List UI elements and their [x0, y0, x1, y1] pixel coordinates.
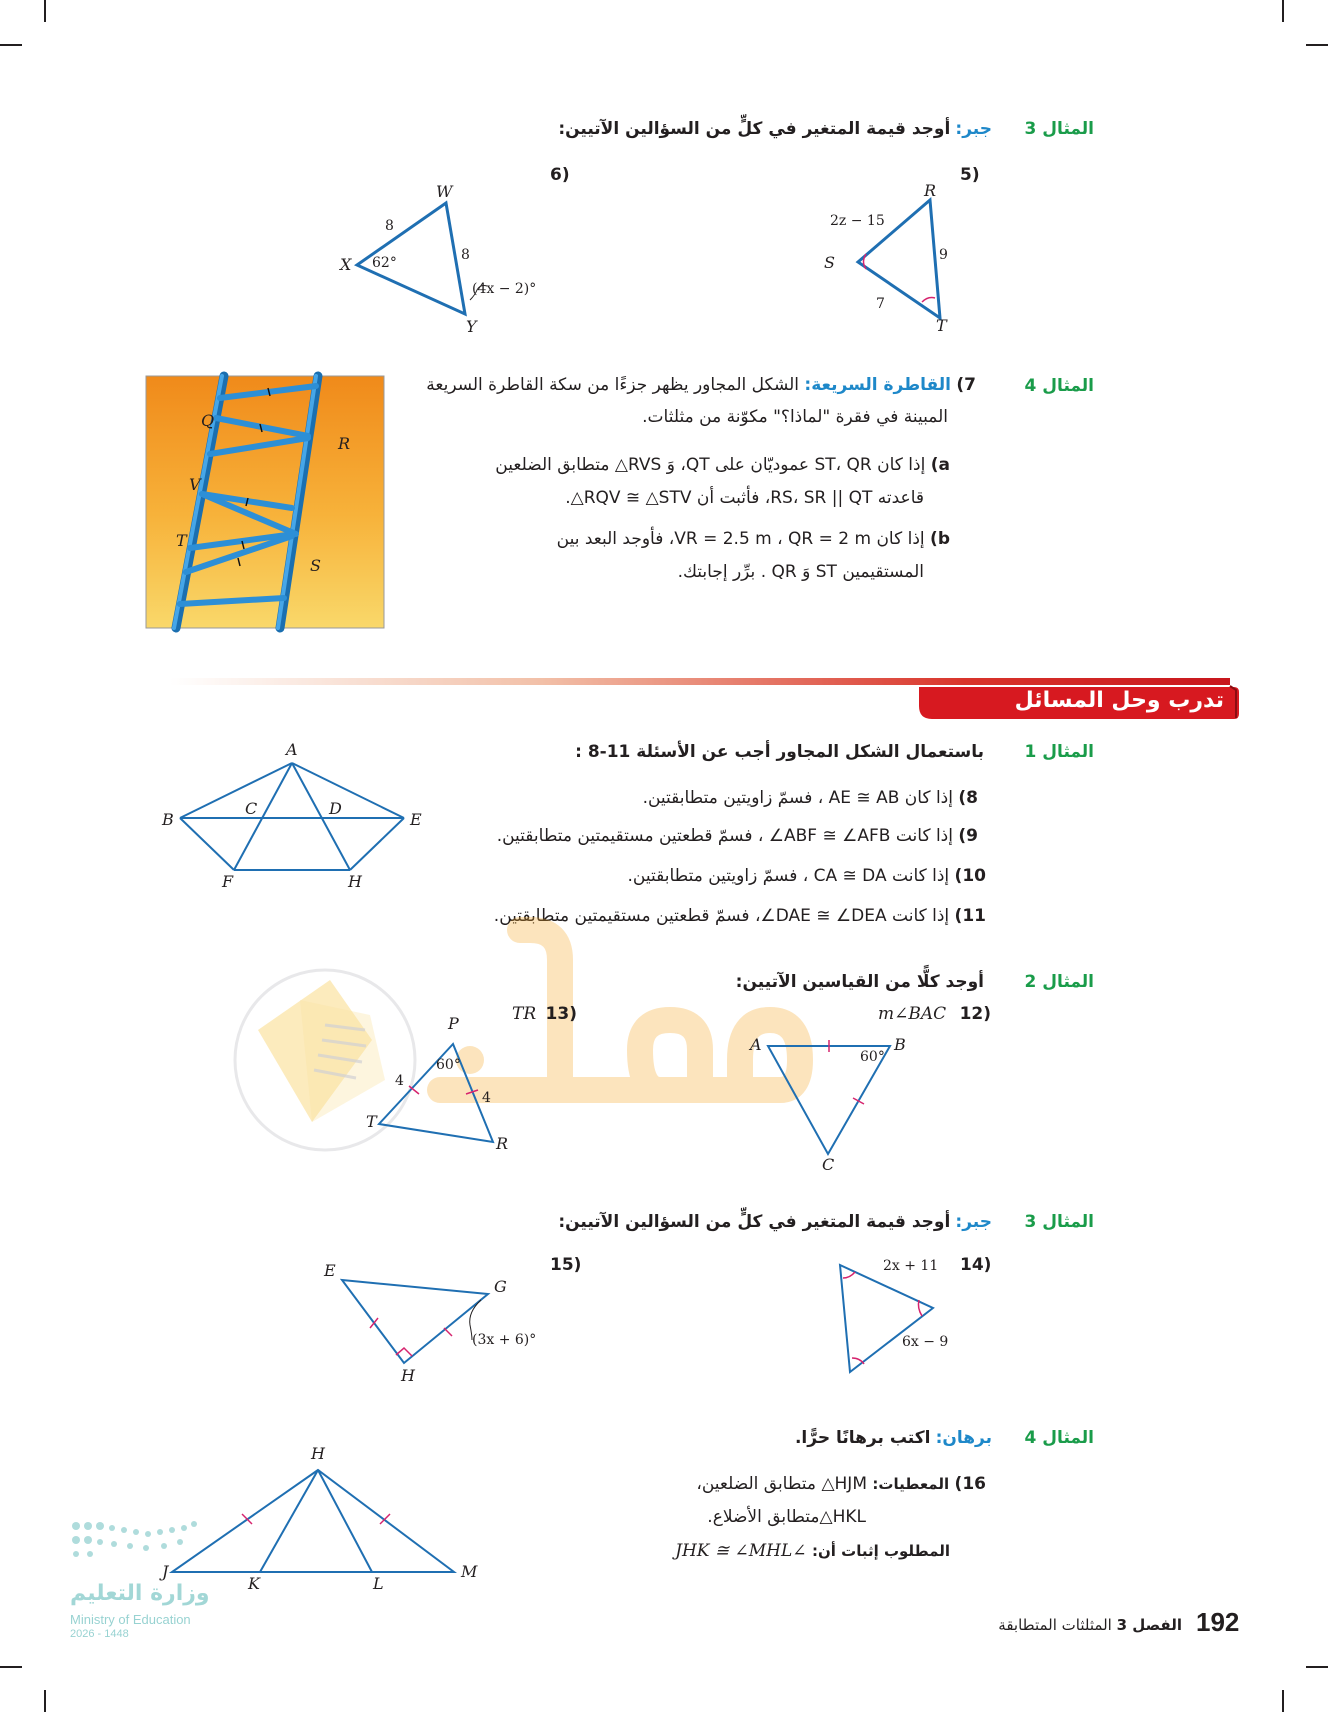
- photo-label: T: [176, 531, 187, 550]
- keyword-express-train: القاطرة السريعة:: [804, 375, 951, 395]
- side-label: 6x − 9: [902, 1334, 949, 1350]
- instruction-text: أوجد كلًّا من القياسين الآتيين:: [735, 972, 984, 992]
- footer-chapter: [998, 1616, 1182, 1634]
- part-label: a): [930, 455, 950, 475]
- photo-label: S: [310, 556, 321, 575]
- part-text: إذا كان ST، QR عموديّان على QT، وَ RVS△ متطابق الضلعين: [495, 455, 926, 475]
- ministry-name-english: Ministry of Education: [70, 1612, 191, 1627]
- vertex-label: A: [286, 740, 298, 759]
- side-label: 9: [939, 247, 948, 263]
- vertex-label: T: [936, 316, 947, 335]
- vertex-label: H: [348, 872, 362, 891]
- vertex-label: X: [340, 255, 352, 274]
- vertex-label: T: [366, 1112, 377, 1131]
- example-label: المثال 1: [1024, 742, 1094, 762]
- vertex-label: Y: [466, 317, 477, 336]
- side-label: 2z − 15: [830, 213, 885, 229]
- photo-label: Q: [201, 411, 215, 430]
- question-text: إذا كانت DAE ≅ ∠DEA∠، فسمّ قطعتين مستقيمتين متطابقتين.: [493, 906, 950, 926]
- chapter-label: الفصل 3: [1116, 1616, 1182, 1634]
- vertex-label: C: [822, 1155, 835, 1174]
- question-number: 16): [954, 1474, 986, 1494]
- prove-text: ∠JHK ≅ ∠MHL: [675, 1541, 807, 1561]
- question-text: الشكل المجاور يظهر جزءًا من سكة القاطرة السريعة: [426, 375, 800, 395]
- vertex-label: R: [924, 181, 937, 200]
- vertex-label: P: [448, 1014, 459, 1033]
- page-number: 192: [1196, 1607, 1240, 1637]
- question-7a-line2: قاعدته RS، SR || QT، فأثبت أن RQV ≅ △STV△.: [565, 488, 924, 508]
- question-number: 13): [545, 1004, 577, 1024]
- question-text: إذا كانت ABF ≅ ∠AFB∠ ، فسمّ قطعتين مستقيمتين متطابقتين.: [496, 826, 953, 846]
- ministry-name-arabic: وزارة التعليم: [70, 1581, 210, 1606]
- question-number: 11): [954, 906, 986, 926]
- part-text: إذا كان VR = 2.5 m ، QR = 2 m، فأوجد البعد بين: [556, 529, 925, 549]
- vertex-label: H: [401, 1366, 415, 1385]
- side-label: 7: [876, 296, 885, 312]
- side-label: 8: [385, 218, 394, 234]
- vertex-label: E: [324, 1261, 336, 1280]
- ministry-years: 2026 - 1448: [70, 1628, 129, 1640]
- vertex-label: A: [750, 1035, 762, 1054]
- question-number: 10): [954, 866, 986, 886]
- question-number: 5): [960, 165, 980, 185]
- vertex-label: S: [824, 253, 835, 272]
- keyword-proof: برهان:: [935, 1428, 992, 1448]
- vertex-label: W: [436, 182, 453, 201]
- part-label: b): [930, 529, 950, 549]
- question-7b-line2: المستقيمين ST وَ QR . برِّر إجابتك.: [677, 562, 924, 582]
- angle-label: 60°: [860, 1049, 885, 1065]
- question-7-line2: المبينة في فقرة "لماذا؟" مكوّنة من مثلثات.: [642, 407, 948, 427]
- given-text: HJM△ متطابق الضلعين،: [696, 1474, 867, 1494]
- example-label: المثال 2: [1024, 972, 1094, 992]
- vertex-label: B: [162, 810, 174, 829]
- chapter-title: المثلثات المتطابقة: [998, 1616, 1112, 1634]
- instruction-text: باستعمال الشكل المجاور أجب عن الأسئلة 11-8 :: [575, 742, 984, 762]
- angle-label: 60°: [436, 1057, 461, 1073]
- example-label: المثال 3: [1024, 119, 1094, 139]
- keyword-algebra: جبر:: [955, 119, 992, 139]
- vertex-label: J: [162, 1562, 169, 1581]
- vertex-label: C: [245, 799, 258, 818]
- prove-label: المطلوب إثبات أن:: [811, 1542, 950, 1560]
- vertex-label: B: [894, 1035, 906, 1054]
- photo-label: R: [338, 434, 351, 453]
- banner-title: تدرب وحل المسائل: [1014, 688, 1224, 713]
- side-label: 8: [461, 247, 470, 263]
- vertex-label: G: [494, 1277, 507, 1296]
- question-16-given-2: HKL△متطابق الأضلاع.: [707, 1507, 866, 1527]
- question-text: TR: [512, 1004, 537, 1024]
- side-label: 4: [395, 1073, 404, 1089]
- question-text: m∠BAC: [878, 1004, 947, 1024]
- vertex-label: F: [222, 872, 234, 891]
- instruction-text: أوجد قيمة المتغير في كلٍّ من السؤالين الآتيين:: [558, 1212, 951, 1232]
- vertex-label: E: [410, 810, 422, 829]
- vertex-label: R: [496, 1134, 509, 1153]
- example-label: المثال 3: [1024, 1212, 1094, 1232]
- question-number: 9): [958, 826, 978, 846]
- question-text: إذا كانت CA ≅ DA ، فسمّ زاويتين متطابقتين.: [627, 866, 950, 886]
- question-text: إذا كان AE ≅ AB ، فسمّ زاويتين متطابقتين.: [642, 788, 953, 808]
- question-number: 14): [960, 1255, 992, 1275]
- question-number: 8): [958, 788, 978, 808]
- example-label: المثال 4: [1024, 1428, 1094, 1448]
- instruction-text: اكتب برهانًا حرًّا.: [794, 1428, 931, 1448]
- vertex-label: K: [248, 1574, 260, 1593]
- angle-label: (3x + 6)°: [472, 1332, 537, 1348]
- keyword-algebra: جبر:: [955, 1212, 992, 1232]
- photo-label: V: [189, 475, 201, 494]
- vertex-label: L: [373, 1574, 384, 1593]
- side-label: 4: [482, 1090, 491, 1106]
- question-number: 15): [550, 1255, 582, 1275]
- vertex-label: M: [461, 1562, 478, 1581]
- angle-label: (4x − 2)°: [472, 281, 537, 297]
- example-label: المثال 4: [1024, 376, 1094, 396]
- vertex-label: H: [311, 1444, 325, 1463]
- instruction-text: أوجد قيمة المتغير في كلٍّ من السؤالين الآتيين:: [558, 119, 951, 139]
- question-number: 7): [956, 375, 976, 395]
- side-label: 2x + 11: [883, 1258, 939, 1274]
- given-label: المعطيات:: [872, 1475, 950, 1493]
- question-number: 6): [550, 165, 570, 185]
- angle-label: 62°: [372, 255, 397, 271]
- ministry-logo-dots: [70, 1520, 200, 1560]
- vertex-label: D: [329, 799, 342, 818]
- question-number: 12): [959, 1004, 991, 1024]
